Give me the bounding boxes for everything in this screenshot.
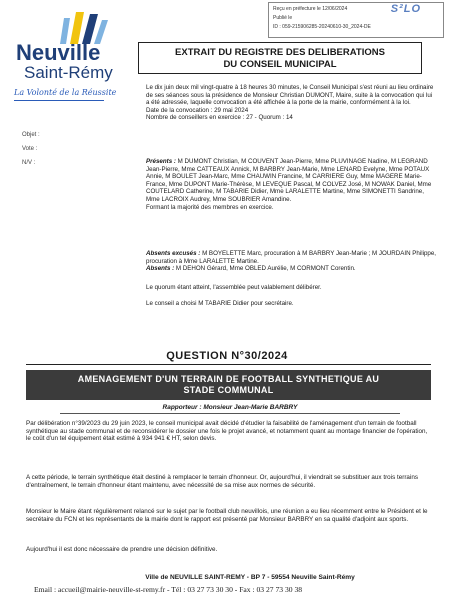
excused-label: Absents excusés : [146,250,201,257]
prefecture-stamp [268,2,444,38]
header-line-1: EXTRAIT DU REGISTRE DES DELIBERATIONS [175,47,385,58]
rapporteur: Rapporteur : Monsieur Jean-Marie BARBRY [162,404,298,411]
logo-name: Neuville [16,40,101,65]
presents-list: M DUMONT Christian, M COUVENT Jean-Pierre, Mme PLUVINAGE Nadine, M LEGRAND Jean-Pierre, Mme CATTEAUX Annick, M BARBRY Jean-Marie, Mme LENARD Evelyne, Mme POTAUX Annie, M BOULET Jean-Marc, Mme CHAUWIN Francine, M CARRIERE Guy, Mme MAGERE Marie-France, Mme DUPONT Marie-Thérèse, M LEVEQUE Pascal, M COLVEZ José, M NOWAK Daniel, Mme COUTELARD Catherine, M TABARIE Didier, Mme LARALETTE Martine, Mme SIMONETTI Sandrine, Mme LACROIX Audrey, Mme SOUBRIER Amandine. [146,158,432,203]
logo-slogan: La Volonté de la Réussite [14,88,117,97]
label-vote: Vote : [22,146,38,152]
stamp-mark: S²LO [390,3,421,15]
convocation-date: Date de la convocation : 29 mai 2024 [146,106,249,114]
body-paragraph-3: Monsieur le Maire étant régulièrement relancé sur le sujet par le football club neuvillois, une réunion a eu lieu récemment entre le Président et le secrétaire du FCN et les représentants de la mairie dont le rapport est présenté par Monsieur BARBRY en sa qualité d'adjoint aux sports. [26,508,428,523]
stamp-received: Reçu en préfecture le 12/06/2024 [273,6,348,12]
slogan-underline [14,100,104,101]
rapporteur-underline [60,413,400,414]
register-header [138,42,422,74]
question-divider [26,364,431,365]
body-paragraph-1: Par délibération n°39/2023 du 29 juin 2023, le conseil municipal avait décidé d'étudier la faisabilité de l'aménagement d'un terrain de football synthétique au stade communal et de reconsidérer le dossier une fois le projet avancé, et notamment quant au montage financier de l'opération, le coût d'un tel équipement était estimé à 934 941 € HT, selon devis. [26,420,428,443]
footer-address: Ville de NEUVILLE SAINT-REMY - BP 7 - 59554 Neuville Saint-Rémy [145,574,355,581]
absents-label: Absents : [146,265,175,273]
councillor-count: Nombre de conseillers en exercice : 27 - Quorum : 14 [146,114,293,122]
stamp-id: ID : 059-215906285-20240610-30_2024-DE [273,24,371,30]
intro-paragraph: Le dix juin deux mil vingt-quatre à 18 heures 30 minutes, le Conseil Municipal s'est réuni au lieu ordinaire de ses séances sous la présidence de Monsieur Christian DUMONT, Maire, suite à la convocation qui lui a été adressée, laquelle convocation a été affichée à la porte de la mairie, conformément à la loi. [146,84,434,107]
secretary-text: Le conseil a choisi M TABARIE Didier pour secrétaire. [146,300,294,307]
logo-name-2: Saint-Rémy [24,63,113,82]
excused-list: M BOYELETTE Marc, procuration à M BARBRY Jean-Marie ; M JOURDAIN Philippe, procuration à Mme LARALETTE Martine. [146,250,437,265]
presents-section [146,158,436,211]
subject-band [26,370,431,400]
question-number: QUESTION N°30/2024 [166,350,288,362]
quorum-text: Le quorum étant atteint, l'assemblée peut valablement délibérer. [146,284,322,291]
stamp-published: Publié le [273,15,293,21]
body-paragraph-2: A cette période, le terrain synthétique était destiné à remplacer le terrain d'honneur. Or, aujourd'hui, il viendrait se substituer aux trois terrains d'entraînement, le terrain d'honneur étant maintenu, avec nécessité de sa mise aux normes de sécurité. [26,474,418,489]
presents-label: Présents : [146,158,176,165]
intro-section [146,84,436,122]
label-nv: N/V : [22,160,36,166]
body-paragraph-4: Aujourd'hui il est donc nécessaire de prendre une décision définitive. [26,546,218,553]
subject-line-2: STADE COMMUNAL [183,385,274,395]
label-objet: Objet : [22,132,40,138]
absents-section [146,250,436,273]
majority-text: Formant la majorité des membres en exercice. [146,203,274,211]
absents-list: M DEHON Gérard, Mme OBLED Aurélie, M CORMONT Corentin. [174,265,356,273]
subject-line-1: AMENAGEMENT D'UN TERRAIN DE FOOTBALL SYNTHETIQUE AU [77,374,380,384]
header-line-2: DU CONSEIL MUNICIPAL [223,59,337,70]
footer-contact: Email : accueil@mairie-neuville-st-remy.fr - Tél : 03 27 73 30 30 - Fax : 03 27 73 30 38 [34,585,303,594]
